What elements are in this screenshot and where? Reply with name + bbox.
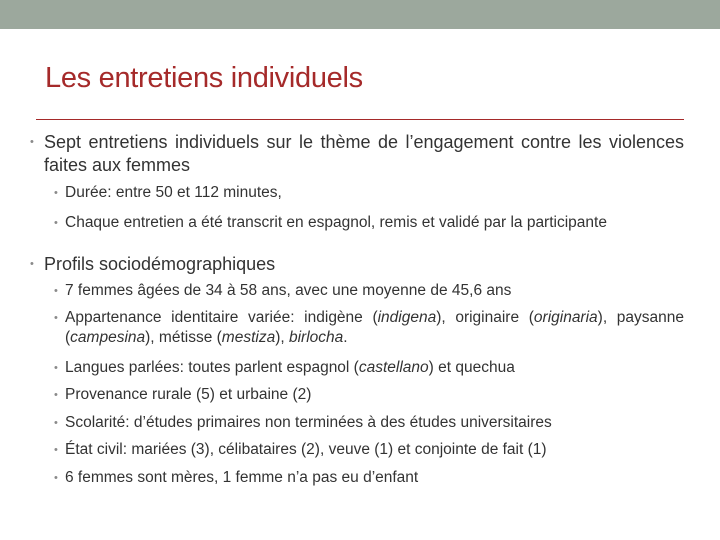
- subbullet-text: [65, 309, 684, 346]
- italic-term: originaria: [533, 309, 598, 326]
- bullet-dot: •: [54, 417, 58, 429]
- italic-term: birlocha: [288, 329, 344, 346]
- bullet-dot: •: [30, 258, 34, 270]
- text-segment: ), paysanne (: [65, 309, 685, 346]
- subbullet-text: Durée: entre 50 et 112 minutes,: [65, 184, 282, 201]
- subbullet-etat-civil: [30, 440, 684, 460]
- subbullet-text: État civil: mariées (3), célibataires (2), veuve (1) et conjointe de fait (1): [65, 441, 547, 458]
- subbullet-duree: [30, 183, 684, 203]
- bullet-dot: •: [54, 312, 58, 324]
- bullet-dot: •: [54, 187, 58, 199]
- subbullet-text: Provenance rurale (5) et urbaine (2): [65, 386, 312, 403]
- subbullet-text: 7 femmes âgées de 34 à 58 ans, avec une moyenne de 45,6 ans: [65, 282, 512, 299]
- text-segment: .: [343, 329, 348, 346]
- slide-content: [30, 131, 684, 488]
- text-segment: ), métisse (: [145, 329, 222, 346]
- slide-title: Les entretiens individuels: [45, 62, 363, 94]
- subbullet-langues: [30, 358, 684, 378]
- bullet-profils: [30, 253, 684, 276]
- text-segment: ) et quechua: [428, 359, 515, 376]
- subbullet-text: Scolarité: d’études primaires non terminées à des études universitaires: [65, 414, 552, 431]
- text-segment: ),: [275, 329, 289, 346]
- subbullet-appartenance: [30, 308, 684, 348]
- subbullet-provenance: [30, 385, 684, 405]
- text-segment: Appartenance identitaire variée: indigène (: [65, 309, 378, 326]
- text-segment: Langues parlées: toutes parlent espagnol (: [65, 359, 359, 376]
- bullet-text: Sept entretiens individuels sur le thème de l’engagement contre les violences faites aux femmes: [44, 132, 684, 175]
- subbullet-text: 6 femmes sont mères, 1 femme n’a pas eu d’enfant: [65, 469, 419, 486]
- bullet-dot: •: [30, 136, 34, 148]
- subbullet-meres: [30, 468, 684, 488]
- bullet-dot: •: [54, 444, 58, 456]
- text-segment: ), originaire (: [436, 309, 534, 326]
- bullet-text: Profils sociodémographiques: [44, 254, 276, 274]
- italic-term: mestiza: [221, 329, 276, 346]
- subbullet-scolarite: [30, 413, 684, 433]
- title-divider: [36, 119, 684, 120]
- subbullet-text: [65, 359, 515, 376]
- bullet-entretiens: [30, 131, 684, 177]
- italic-term: indigena: [377, 309, 437, 326]
- bullet-dot: •: [54, 285, 58, 297]
- subbullet-transcription: [30, 213, 684, 233]
- bullet-dot: •: [54, 217, 58, 229]
- bullet-dot: •: [54, 472, 58, 484]
- top-bar: [0, 0, 720, 29]
- subbullet-ages: [30, 281, 684, 301]
- bullet-dot: •: [54, 389, 58, 401]
- bullet-dot: •: [54, 362, 58, 374]
- italic-term: campesina: [70, 329, 146, 346]
- subbullet-text: Chaque entretien a été transcrit en espagnol, remis et validé par la participante: [65, 214, 607, 231]
- italic-term: castellano: [358, 359, 429, 376]
